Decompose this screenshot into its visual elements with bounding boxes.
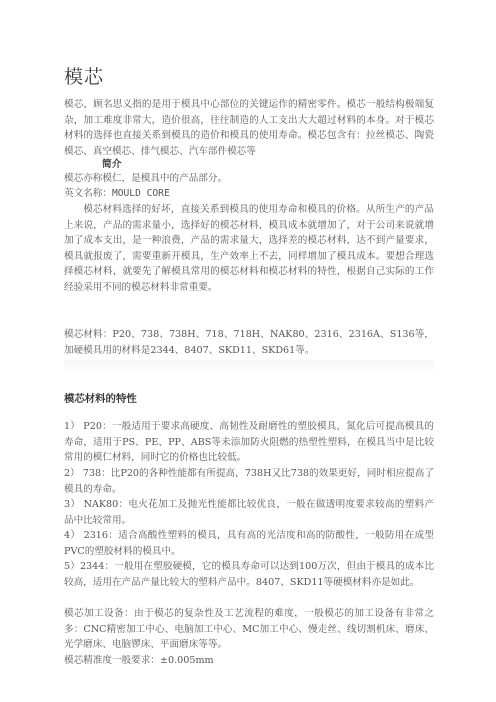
list-item: 5）2344：一般用在塑胶硬模，它的模具寿命可以达到100万次，但由于模具的成本比较高，适用在产品产量比较大的塑料产品中。8407、SKD11等硬模材料亦是如此。 [64,561,434,588]
list-item: 3） NAK80：电火花加工及抛光性能都比较优良，一般在做透明度要求较高的塑料产品中比较常用。 [64,499,434,526]
section-divider [64,360,434,376]
alias-line: 模芯亦称模仁，是模具中的产品部分。 [64,173,228,184]
page-title: 模芯 [64,66,105,88]
body-paragraph: 模芯材料选择的好坏，直接关系到模具的使用寿命和模具的价格。从所生产的产品上来说，产品的需求量小，选择好的模芯材料，模具成本就增加了，对于公司来说就增加了成本支出，是一种浪费，产品的需求量大，选择差的模芯材料，达不到产量要求，模具就报废了，需要重新开模具，生产效率上不去，同样增加了模具成本。要想合理选择模芯材料，就要先了解模具常用的模芯材料和模芯材料的特性，根据自己实际的工作经验采用不同的模芯材料非常重要。 [64,204,434,293]
english-name-line: 英文名称：MOULD CORE [64,188,170,199]
list-item: 2） 738：比P20的各种性能都有所提高，738H又比738的效果更好，同时相应提高了模具的寿命。 [64,468,434,495]
common-materials-paragraph: 模芯材料：P20、738、738H、718、718H、NAK80、2316、2316A、S136等，加硬模具用的材料是2344、8407、SKD11、SKD61等。 [64,329,434,356]
precision-line: 模芯精准度一般要求：±0.005mm [64,655,214,666]
list-item: 1） P20：一般适用于要求高硬度、高韧性及耐磨性的塑胶模具，氮化后可提高模具的寿命，适用于PS、PE、PP、ABS等未添加防火阻燃的热塑性塑料，在模具当中是比较常用的模仁材料，同时它的价格也比较低。 [64,421,434,463]
equipment-paragraph: 模芯加工设备：由于模芯的复杂性及工艺流程的难度，一般模芯的加工设备有非常之多：CNC精密加工中心、电脑加工中心、MC加工中心、慢走丝、线切割机床、磨床、光学磨床、电脑锣床、平面磨床等等。 [64,608,434,650]
sub-heading: 简介 [102,159,122,170]
list-item: 4） 2316：适合高酸性塑料的模具，具有高的光洁度和高的防酸性，一般防用在成型PVC的塑胶材料的模具中。 [64,530,434,557]
intro-paragraph: 模芯，顾名思义指的是用于模具中心部位的关键运作的精密零件。模芯一般结构极端复杂，加工难度非常大，造价很高，往往制造的人工支出大大超过材料的本身。对于模芯材料的选择也直接关系到模具的造价和模具的使用寿命。模芯包含有：拉丝模芯、陶瓷模芯、真空模芯、排气模芯、汽车部件模芯等 [64,99,434,157]
section-title: 模芯材料的特性 [64,393,137,405]
